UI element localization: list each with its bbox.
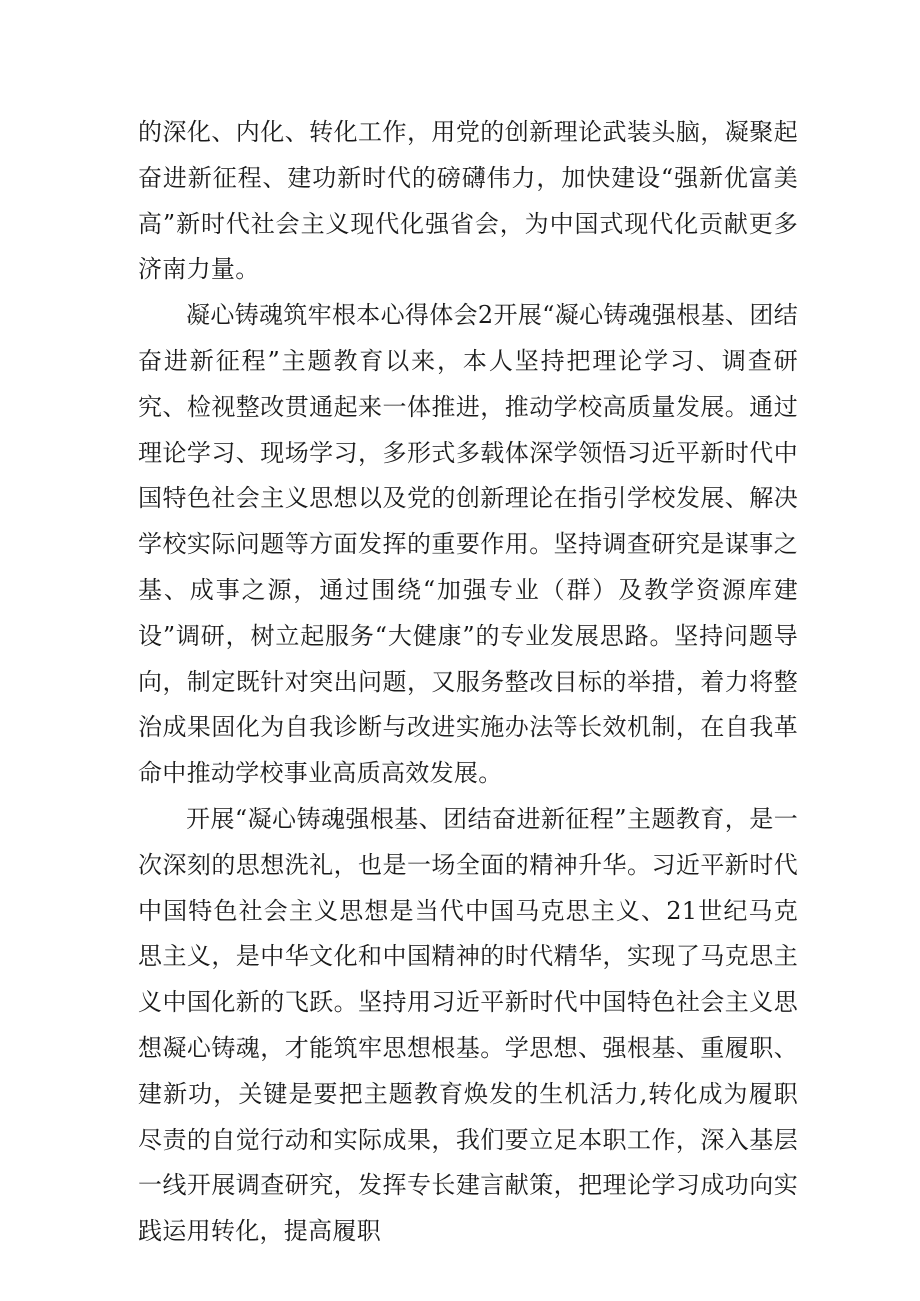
document-body	[138, 110, 798, 1255]
paragraph-experience-2: 凝心铸魂筑牢根本心得体会2开展“凝心铸魂强根基、团结奋进新征程”主题教育以来，本人坚持把理论学习、调查研究、检视整改贯通起来一体推进，推动学校高质量发展。通过理论学习、现场学习，多形式多载体深学领悟习近平新时代中国特色社会主义思想以及党的创新理论在指引学校发展、解决学校实际问题等方面发挥的重要作用。坚持调查研究是谋事之基、成事之源，通过围绕“加强专业（群）及教学资源库建设”调研，树立起服务“大健康”的专业发展思路。坚持问题导向，制定既针对突出问题，又服务整改目标的举措，着力将整治成果固化为自我诊断与改进实施办法等长效机制，在自我革命中推动学校事业高质高效发展。	[138, 301, 798, 788]
paragraph-continuation: 的深化、内化、转化工作，用党的创新理论武装头脑，凝聚起奋进新征程、建功新时代的磅礴伟力，加快建设“强新优富美高”新时代社会主义现代化强省会，为中国式现代化贡献更多济南力量。	[138, 118, 798, 284]
paragraph-theme-education: 开展“凝心铸魂强根基、团结奋进新征程”主题教育，是一次深刻的思想洗礼，也是一场全面的精神升华。习近平新时代中国特色社会主义思想是当代中国马克思主义、21世纪马克思主义，是中华文化和中国精神的时代精华，实现了马克思主义中国化新的飞跃。坚持用习近平新时代中国特色社会主义思想凝心铸魂，才能筑牢思想根基。学思想、强根基、重履职、建新功，关键是要把主题教育焕发的生机活力,转化成为履职尽责的自觉行动和实际成果，我们要立足本职工作，深入基层一线开展调查研究，发挥专长建言献策，把理论学习成功向实践运用转化，提高履职	[138, 804, 798, 1246]
